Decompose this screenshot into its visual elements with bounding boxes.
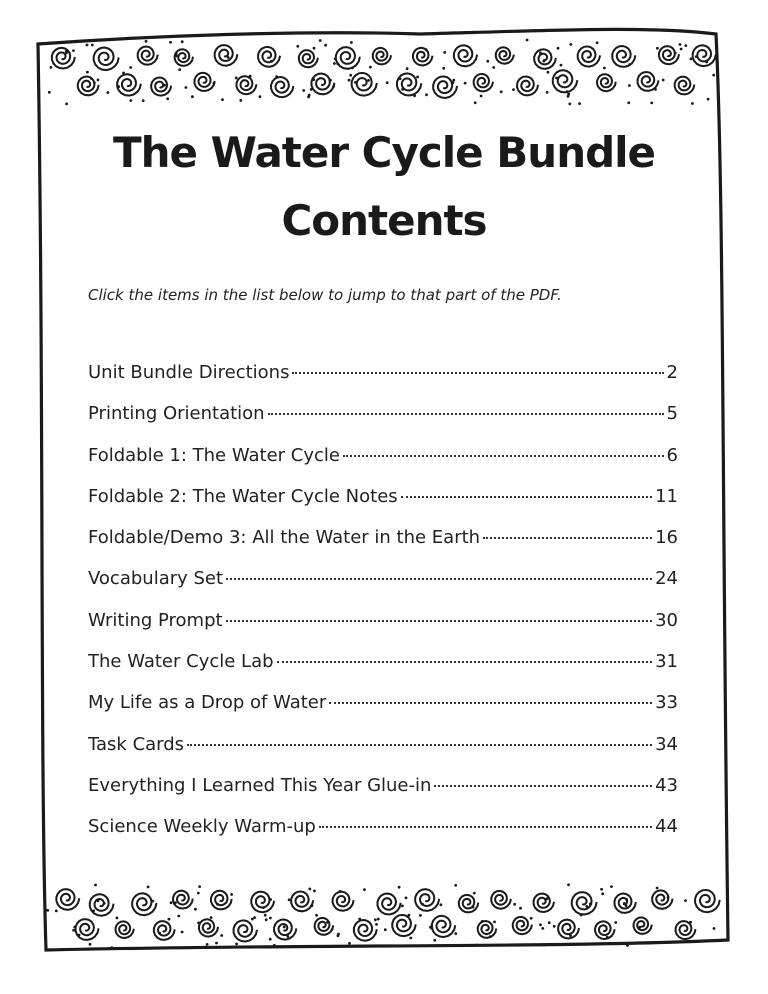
toc-label: Science Weekly Warm-up	[88, 816, 316, 838]
toc-label: Task Cards	[88, 733, 185, 755]
toc-link[interactable]	[88, 403, 678, 444]
toc-label: My Life as a Drop of Water	[88, 692, 327, 714]
toc-link[interactable]	[88, 568, 678, 609]
table-of-contents	[88, 362, 678, 858]
toc-leader-dots	[343, 455, 664, 457]
page-title: The Water Cycle Bundle	[112, 128, 656, 177]
toc-page-number: 16	[655, 527, 678, 549]
toc-link[interactable]	[88, 816, 678, 857]
toc-label: Writing Prompt	[88, 609, 223, 631]
toc-leader-dots	[277, 661, 653, 663]
toc-label: Unit Bundle Directions	[88, 362, 290, 383]
toc-leader-dots	[483, 537, 652, 539]
toc-page-number: 30	[655, 609, 678, 631]
toc-label: Everything I Learned This Year Glue-in	[88, 774, 432, 796]
toc-page-number: 5	[666, 403, 678, 425]
toc-page-number: 11	[655, 485, 678, 507]
toc-leader-dots	[319, 826, 652, 828]
toc-page-number: 2	[666, 362, 678, 383]
intro-text: Click the items in the list below to jump to that part of the PDF.	[88, 286, 562, 304]
toc-link[interactable]	[88, 692, 678, 733]
toc-page-number: 31	[655, 651, 678, 673]
toc-label: Vocabulary Set	[88, 568, 224, 590]
toc-link[interactable]	[88, 362, 678, 403]
toc-leader-dots	[187, 744, 652, 746]
toc-label: The Water Cycle Lab	[88, 651, 274, 673]
toc-link[interactable]	[88, 775, 678, 816]
toc-label: Foldable 1: The Water Cycle	[88, 444, 340, 466]
toc-page-number: 24	[655, 568, 678, 590]
toc-label: Foldable 2: The Water Cycle Notes	[88, 485, 398, 507]
toc-link[interactable]	[88, 527, 678, 568]
toc-link[interactable]	[88, 445, 678, 486]
page-subtitle: Contents	[281, 196, 487, 245]
toc-leader-dots	[226, 578, 652, 580]
toc-leader-dots	[292, 372, 663, 374]
toc-label: Printing Orientation	[88, 403, 265, 425]
toc-link[interactable]	[88, 486, 678, 527]
toc-page-number: 6	[666, 444, 678, 466]
toc-leader-dots	[226, 620, 653, 622]
toc-link[interactable]	[88, 651, 678, 692]
toc-leader-dots	[434, 785, 652, 787]
toc-page-number: 34	[655, 733, 678, 755]
toc-link[interactable]	[88, 734, 678, 775]
toc-page-number: 44	[655, 816, 678, 838]
toc-leader-dots	[268, 413, 664, 415]
toc-leader-dots	[401, 496, 652, 498]
toc-leader-dots	[329, 702, 652, 704]
toc-label: Foldable/Demo 3: All the Water in the Earth	[88, 527, 481, 549]
toc-link[interactable]	[88, 610, 678, 651]
toc-page-number: 43	[655, 774, 678, 796]
toc-page-number: 33	[655, 692, 678, 714]
